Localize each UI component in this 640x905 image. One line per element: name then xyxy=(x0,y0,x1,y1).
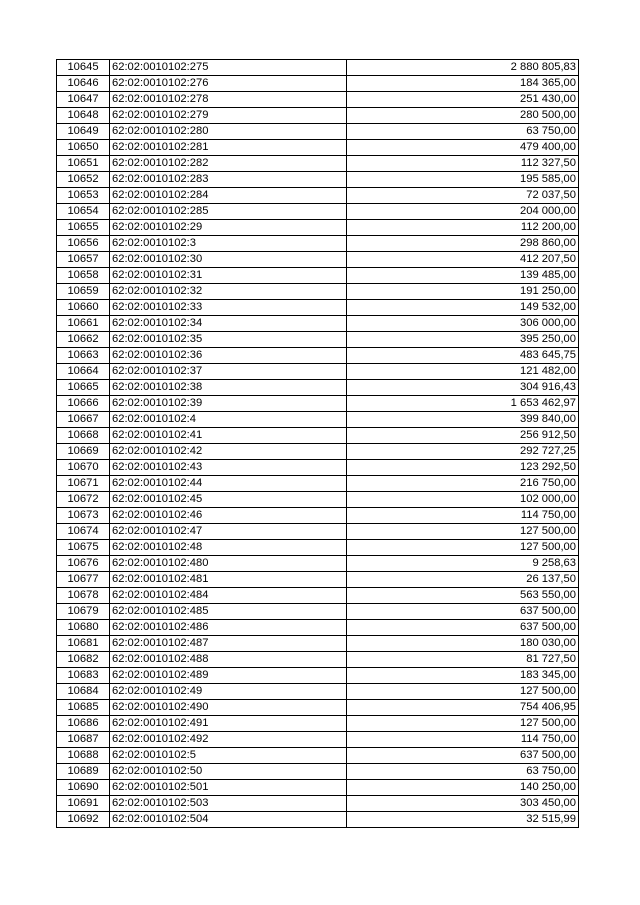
table-row xyxy=(57,444,579,460)
table-row xyxy=(57,668,579,684)
row-number-cell: 10676 xyxy=(57,556,110,572)
row-number-cell: 10659 xyxy=(57,284,110,300)
row-number-cell: 10675 xyxy=(57,540,110,556)
table-row xyxy=(57,124,579,140)
table-row xyxy=(57,76,579,92)
table-row xyxy=(57,380,579,396)
row-number-cell: 10669 xyxy=(57,444,110,460)
row-number-cell: 10647 xyxy=(57,92,110,108)
cadastral-number-cell: 62:02:0010102:4 xyxy=(110,412,347,428)
row-number-cell: 10663 xyxy=(57,348,110,364)
cadastral-number-cell: 62:02:0010102:49 xyxy=(110,684,347,700)
cadastral-number-cell: 62:02:0010102:36 xyxy=(110,348,347,364)
value-cell: 292 727,25 xyxy=(347,444,579,460)
table-row xyxy=(57,188,579,204)
table-row xyxy=(57,652,579,668)
row-number-cell: 10680 xyxy=(57,620,110,636)
value-cell: 114 750,00 xyxy=(347,732,579,748)
table-row xyxy=(57,636,579,652)
table-row xyxy=(57,268,579,284)
table-row xyxy=(57,476,579,492)
row-number-cell: 10651 xyxy=(57,156,110,172)
value-cell: 2 880 805,83 xyxy=(347,60,579,76)
row-number-cell: 10665 xyxy=(57,380,110,396)
value-cell: 204 000,00 xyxy=(347,204,579,220)
cadastral-number-cell: 62:02:0010102:487 xyxy=(110,636,347,652)
row-number-cell: 10657 xyxy=(57,252,110,268)
table-row xyxy=(57,732,579,748)
cadastral-number-cell: 62:02:0010102:29 xyxy=(110,220,347,236)
value-cell: 123 292,50 xyxy=(347,460,579,476)
table-row xyxy=(57,204,579,220)
table-row xyxy=(57,364,579,380)
cadastral-number-cell: 62:02:0010102:489 xyxy=(110,668,347,684)
cadastral-number-cell: 62:02:0010102:486 xyxy=(110,620,347,636)
table-row xyxy=(57,332,579,348)
value-cell: 637 500,00 xyxy=(347,604,579,620)
cadastral-number-cell: 62:02:0010102:34 xyxy=(110,316,347,332)
table-row xyxy=(57,412,579,428)
row-number-cell: 10671 xyxy=(57,476,110,492)
row-number-cell: 10654 xyxy=(57,204,110,220)
cadastral-number-cell: 62:02:0010102:46 xyxy=(110,508,347,524)
value-cell: 184 365,00 xyxy=(347,76,579,92)
cadastral-number-cell: 62:02:0010102:47 xyxy=(110,524,347,540)
table-row xyxy=(57,252,579,268)
row-number-cell: 10656 xyxy=(57,236,110,252)
value-cell: 26 137,50 xyxy=(347,572,579,588)
cadastral-number-cell: 62:02:0010102:281 xyxy=(110,140,347,156)
cadastral-number-cell: 62:02:0010102:284 xyxy=(110,188,347,204)
value-cell: 112 200,00 xyxy=(347,220,579,236)
row-number-cell: 10650 xyxy=(57,140,110,156)
cadastral-number-cell: 62:02:0010102:283 xyxy=(110,172,347,188)
value-cell: 139 485,00 xyxy=(347,268,579,284)
row-number-cell: 10666 xyxy=(57,396,110,412)
row-number-cell: 10677 xyxy=(57,572,110,588)
value-cell: 637 500,00 xyxy=(347,748,579,764)
cadastral-number-cell: 62:02:0010102:276 xyxy=(110,76,347,92)
value-cell: 303 450,00 xyxy=(347,796,579,812)
cadastral-number-cell: 62:02:0010102:5 xyxy=(110,748,347,764)
row-number-cell: 10655 xyxy=(57,220,110,236)
cadastral-number-cell: 62:02:0010102:481 xyxy=(110,572,347,588)
value-cell: 63 750,00 xyxy=(347,124,579,140)
cadastral-number-cell: 62:02:0010102:491 xyxy=(110,716,347,732)
value-cell: 195 585,00 xyxy=(347,172,579,188)
row-number-cell: 10667 xyxy=(57,412,110,428)
row-number-cell: 10661 xyxy=(57,316,110,332)
value-cell: 127 500,00 xyxy=(347,716,579,732)
value-cell: 479 400,00 xyxy=(347,140,579,156)
cadastral-number-cell: 62:02:0010102:3 xyxy=(110,236,347,252)
row-number-cell: 10684 xyxy=(57,684,110,700)
table-row xyxy=(57,492,579,508)
table-row xyxy=(57,796,579,812)
row-number-cell: 10678 xyxy=(57,588,110,604)
value-cell: 298 860,00 xyxy=(347,236,579,252)
value-cell: 127 500,00 xyxy=(347,540,579,556)
value-cell: 114 750,00 xyxy=(347,508,579,524)
table-row xyxy=(57,428,579,444)
row-number-cell: 10691 xyxy=(57,796,110,812)
table-row xyxy=(57,620,579,636)
value-cell: 9 258,63 xyxy=(347,556,579,572)
row-number-cell: 10668 xyxy=(57,428,110,444)
value-cell: 149 532,00 xyxy=(347,300,579,316)
row-number-cell: 10674 xyxy=(57,524,110,540)
value-cell: 191 250,00 xyxy=(347,284,579,300)
cadastral-number-cell: 62:02:0010102:32 xyxy=(110,284,347,300)
table-row xyxy=(57,460,579,476)
row-number-cell: 10688 xyxy=(57,748,110,764)
table-body xyxy=(57,60,579,828)
cadastral-number-cell: 62:02:0010102:31 xyxy=(110,268,347,284)
cadastral-number-cell: 62:02:0010102:35 xyxy=(110,332,347,348)
row-number-cell: 10681 xyxy=(57,636,110,652)
value-cell: 63 750,00 xyxy=(347,764,579,780)
table-row xyxy=(57,764,579,780)
table-row xyxy=(57,540,579,556)
row-number-cell: 10645 xyxy=(57,60,110,76)
cadastral-number-cell: 62:02:0010102:30 xyxy=(110,252,347,268)
row-number-cell: 10648 xyxy=(57,108,110,124)
row-number-cell: 10673 xyxy=(57,508,110,524)
row-number-cell: 10646 xyxy=(57,76,110,92)
value-cell: 1 653 462,97 xyxy=(347,396,579,412)
value-cell: 140 250,00 xyxy=(347,780,579,796)
row-number-cell: 10679 xyxy=(57,604,110,620)
cadastral-number-cell: 62:02:0010102:490 xyxy=(110,700,347,716)
row-number-cell: 10685 xyxy=(57,700,110,716)
row-number-cell: 10670 xyxy=(57,460,110,476)
row-number-cell: 10690 xyxy=(57,780,110,796)
table-row xyxy=(57,348,579,364)
table-row xyxy=(57,716,579,732)
cadastral-number-cell: 62:02:0010102:501 xyxy=(110,780,347,796)
row-number-cell: 10682 xyxy=(57,652,110,668)
value-cell: 637 500,00 xyxy=(347,620,579,636)
value-cell: 183 345,00 xyxy=(347,668,579,684)
cadastral-number-cell: 62:02:0010102:504 xyxy=(110,812,347,828)
table-row xyxy=(57,236,579,252)
table-row xyxy=(57,700,579,716)
table-row xyxy=(57,300,579,316)
table-row xyxy=(57,524,579,540)
row-number-cell: 10649 xyxy=(57,124,110,140)
table-row xyxy=(57,316,579,332)
table-row xyxy=(57,748,579,764)
value-cell: 399 840,00 xyxy=(347,412,579,428)
value-cell: 280 500,00 xyxy=(347,108,579,124)
value-cell: 251 430,00 xyxy=(347,92,579,108)
cadastral-number-cell: 62:02:0010102:43 xyxy=(110,460,347,476)
value-cell: 256 912,50 xyxy=(347,428,579,444)
cadastral-number-cell: 62:02:0010102:42 xyxy=(110,444,347,460)
cadastral-number-cell: 62:02:0010102:278 xyxy=(110,92,347,108)
table-row xyxy=(57,60,579,76)
row-number-cell: 10664 xyxy=(57,364,110,380)
value-cell: 102 000,00 xyxy=(347,492,579,508)
table-row xyxy=(57,284,579,300)
value-cell: 395 250,00 xyxy=(347,332,579,348)
cadastral-number-cell: 62:02:0010102:37 xyxy=(110,364,347,380)
cadastral-number-cell: 62:02:0010102:484 xyxy=(110,588,347,604)
cadastral-number-cell: 62:02:0010102:480 xyxy=(110,556,347,572)
table-row xyxy=(57,588,579,604)
value-cell: 72 037,50 xyxy=(347,188,579,204)
cadastral-number-cell: 62:02:0010102:285 xyxy=(110,204,347,220)
value-cell: 121 482,00 xyxy=(347,364,579,380)
value-cell: 32 515,99 xyxy=(347,812,579,828)
table-row xyxy=(57,604,579,620)
table-row xyxy=(57,780,579,796)
cadastral-number-cell: 62:02:0010102:503 xyxy=(110,796,347,812)
cadastral-number-cell: 62:02:0010102:44 xyxy=(110,476,347,492)
table-row xyxy=(57,156,579,172)
row-number-cell: 10692 xyxy=(57,812,110,828)
row-number-cell: 10653 xyxy=(57,188,110,204)
cadastral-number-cell: 62:02:0010102:485 xyxy=(110,604,347,620)
table-row xyxy=(57,92,579,108)
table-row xyxy=(57,172,579,188)
table-row xyxy=(57,220,579,236)
row-number-cell: 10660 xyxy=(57,300,110,316)
table-row xyxy=(57,556,579,572)
value-cell: 304 916,43 xyxy=(347,380,579,396)
value-cell: 127 500,00 xyxy=(347,524,579,540)
cadastral-number-cell: 62:02:0010102:38 xyxy=(110,380,347,396)
row-number-cell: 10687 xyxy=(57,732,110,748)
table-row xyxy=(57,108,579,124)
table-row xyxy=(57,572,579,588)
row-number-cell: 10689 xyxy=(57,764,110,780)
cadastral-number-cell: 62:02:0010102:33 xyxy=(110,300,347,316)
row-number-cell: 10672 xyxy=(57,492,110,508)
cadastral-number-cell: 62:02:0010102:492 xyxy=(110,732,347,748)
row-number-cell: 10686 xyxy=(57,716,110,732)
cadastral-number-cell: 62:02:0010102:48 xyxy=(110,540,347,556)
data-table xyxy=(56,59,579,828)
cadastral-number-cell: 62:02:0010102:41 xyxy=(110,428,347,444)
value-cell: 412 207,50 xyxy=(347,252,579,268)
value-cell: 81 727,50 xyxy=(347,652,579,668)
value-cell: 306 000,00 xyxy=(347,316,579,332)
table-row xyxy=(57,396,579,412)
cadastral-number-cell: 62:02:0010102:45 xyxy=(110,492,347,508)
cadastral-number-cell: 62:02:0010102:279 xyxy=(110,108,347,124)
table-row xyxy=(57,684,579,700)
row-number-cell: 10652 xyxy=(57,172,110,188)
value-cell: 563 550,00 xyxy=(347,588,579,604)
cadastral-number-cell: 62:02:0010102:488 xyxy=(110,652,347,668)
value-cell: 754 406,95 xyxy=(347,700,579,716)
cadastral-number-cell: 62:02:0010102:275 xyxy=(110,60,347,76)
cadastral-number-cell: 62:02:0010102:280 xyxy=(110,124,347,140)
cadastral-number-cell: 62:02:0010102:50 xyxy=(110,764,347,780)
value-cell: 127 500,00 xyxy=(347,684,579,700)
row-number-cell: 10658 xyxy=(57,268,110,284)
table-row xyxy=(57,508,579,524)
cadastral-number-cell: 62:02:0010102:39 xyxy=(110,396,347,412)
table-row xyxy=(57,812,579,828)
value-cell: 112 327,50 xyxy=(347,156,579,172)
value-cell: 483 645,75 xyxy=(347,348,579,364)
value-cell: 180 030,00 xyxy=(347,636,579,652)
value-cell: 216 750,00 xyxy=(347,476,579,492)
table-row xyxy=(57,140,579,156)
row-number-cell: 10683 xyxy=(57,668,110,684)
cadastral-number-cell: 62:02:0010102:282 xyxy=(110,156,347,172)
row-number-cell: 10662 xyxy=(57,332,110,348)
